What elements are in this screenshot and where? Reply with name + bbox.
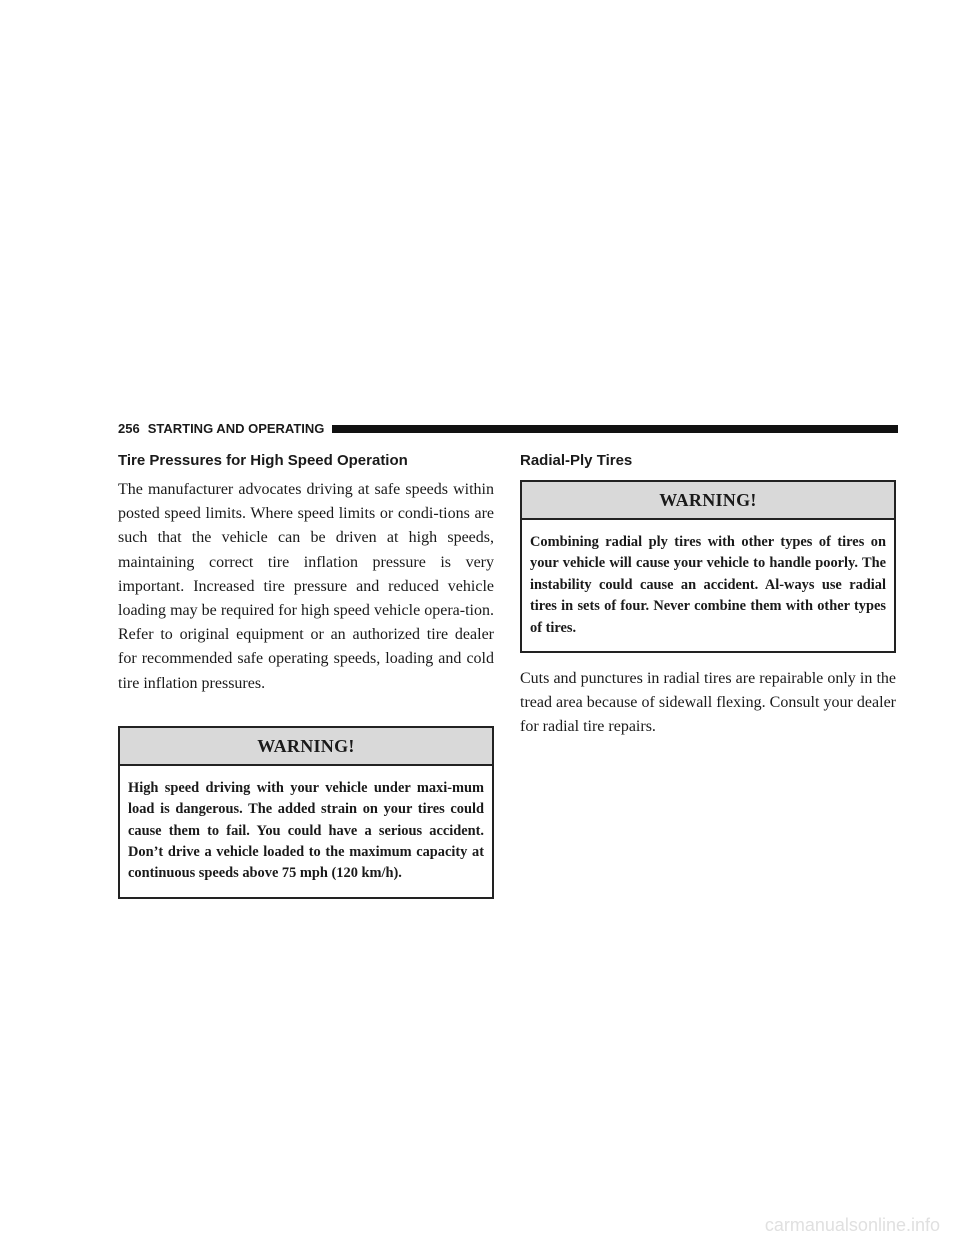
header-rule <box>332 425 898 433</box>
warning-text: High speed driving with your vehicle under maxi-mum load is dangerous. The added strain on your tires could cause them to fail. You could have a serious accident. Don’t drive a vehicle loaded to the maximum capacity at continuous speeds above 75 mph (120 km/h). <box>128 779 484 882</box>
warning-title: WARNING! <box>522 482 894 520</box>
right-column <box>520 452 896 740</box>
paragraph-high-speed: The manufacturer advocates driving at safe speeds within posted speed limits. Where speed limits or condi-tions are such that the vehicle can be driven at high speeds, maintaining correct tire inflation pressure is very important. Increased tire pressure and reduced vehicle loading may be required for high speed vehicle opera-tion. Refer to original equipment or an authorized tire dealer for recommended safe operating speeds, loading and cold tire inflation pressures. <box>118 481 494 692</box>
warning-text: Combining radial ply tires with other types of tires on your vehicle will cause your vehicle to handle poorly. The instability could cause an accident. Al-ways use radial tires in sets of four. Never combine them with other types of tires. <box>530 534 886 636</box>
heading-radial-ply-tires: Radial-Ply Tires <box>520 452 633 469</box>
section-title: STARTING AND OPERATING <box>147 421 325 436</box>
warning-box-high-speed <box>118 726 494 899</box>
warning-title: WARNING! <box>120 728 492 766</box>
warning-box-radial <box>520 480 896 653</box>
paragraph-radial-repairs: Cuts and punctures in radial tires are repairable only in the tread area because of sidewall flexing. Consult your dealer for radial tire repairs. <box>520 670 896 736</box>
page-number: 256 <box>118 421 140 436</box>
page-header <box>118 421 898 437</box>
left-column <box>118 452 494 899</box>
watermark-text: carmanualsonline.info <box>764 1215 940 1235</box>
heading-high-speed-tire-pressures: Tire Pressures for High Speed Operation <box>118 452 408 469</box>
